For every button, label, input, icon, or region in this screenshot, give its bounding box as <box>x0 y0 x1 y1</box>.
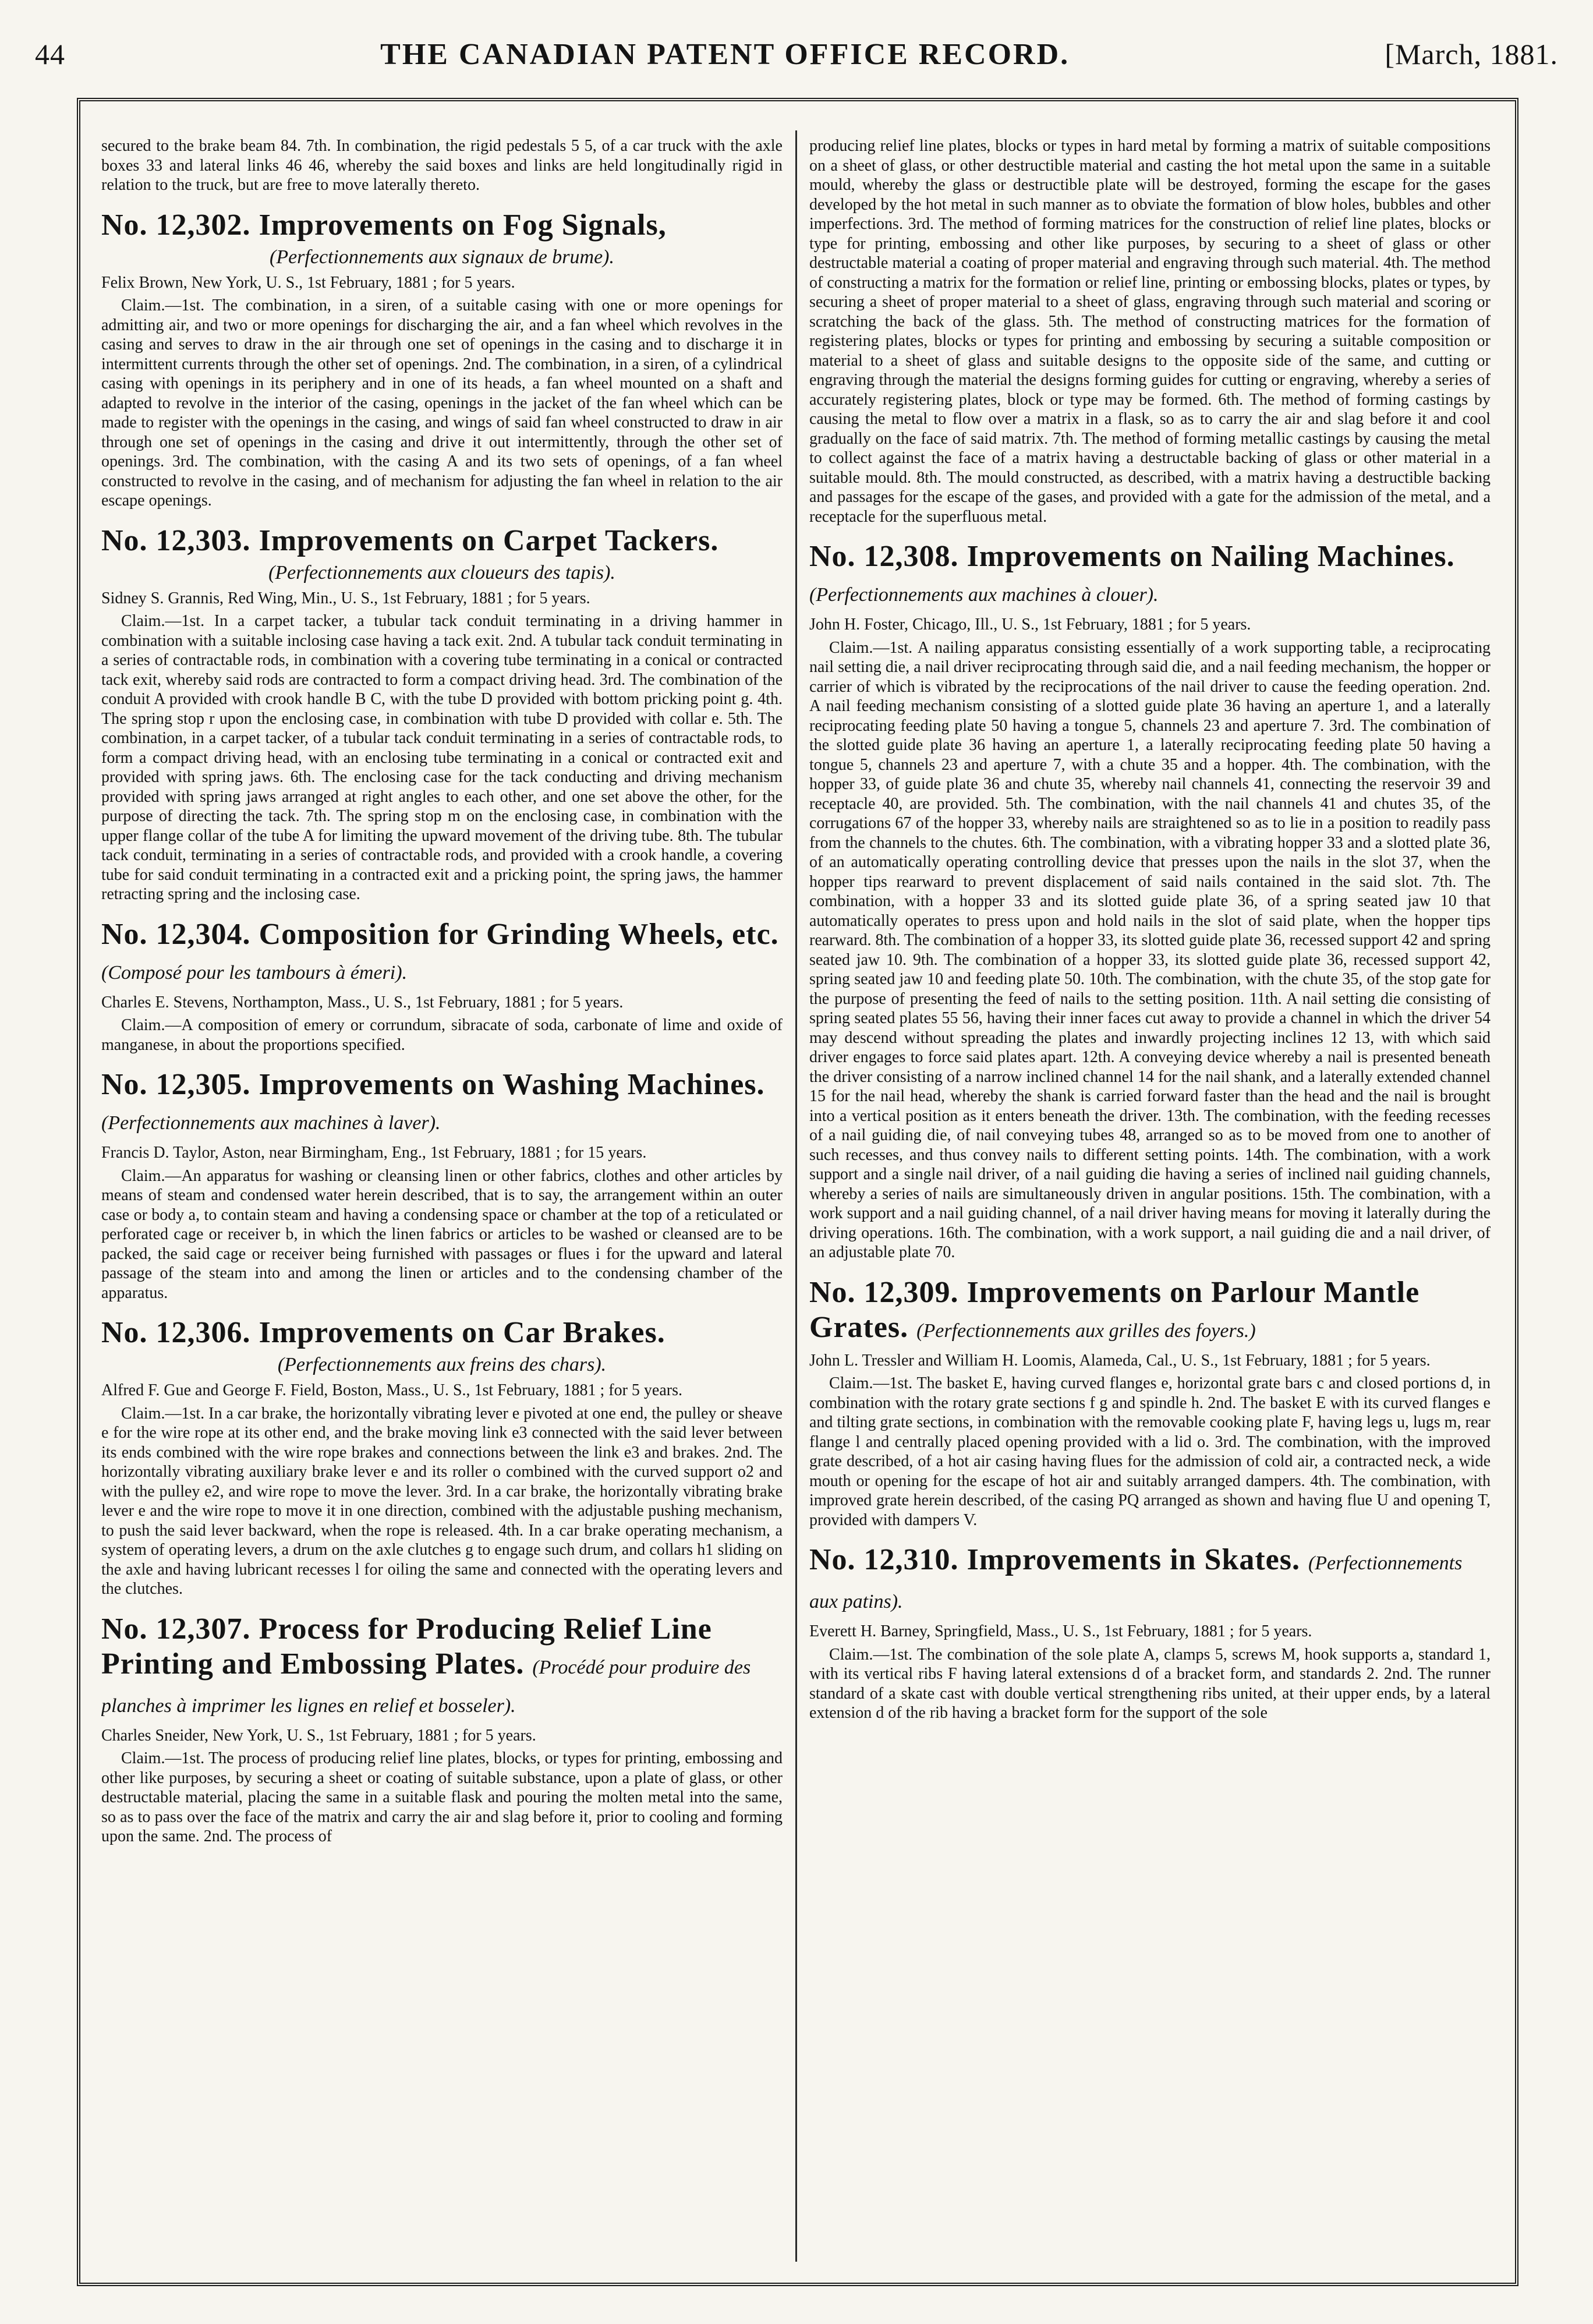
claim-text: Claim.—1st. In a carpet tacker, a tubular tack conduit terminating in a driving hammer in combination with a suitable inclosing case having a tack exit. 2nd. A tubular tack conduit terminating in a series of contractable rods, in combination with a covering tube terminating in a conical or contracted tack exit, whereby said rods are contracted to form a compact driving head. 3rd. The combination of the conduit A provided with crook handle B C, with the tube D provided with bottom pricking point g. 4th. The spring stop r upon the enclosing case, in combination with tube D provided with collar e. 5th. The combination, in a carpet tacker, of a tubular tack conduit terminating in a series of contractable rods, to form a compact driving head, with an enclosing tube terminating in a conical or contracted exit and provided with spring jaws. 6th. The enclosing case for the tack conducting and driving mechanism provided with spring jaws arranged at right angles to each other, and one set above the other, for the purpose of directing the tack. 7th. The spring stop m on the enclosing case, in combination with the upper flange collar of the tube A for limiting the upward movement of the driving tube. 8th. The tubular tack conduit, terminating in a series of contractable rods, and provided with a crook handle, a covering tube for said conduit terminating in a contracted exit and a pricking point, the spring jaws, the hammer retracting spring and the inclosing case. <box>101 612 783 903</box>
patent-heading <box>101 1067 783 1141</box>
patent-title: Improvements in Skates. <box>967 1543 1300 1576</box>
claim-text: Claim.—A composition of emery or corrundum, sibracate of soda, carbonate of lime and oxide of manganese, in about the proportions specified. <box>101 1016 783 1054</box>
inventor-line: Felix Brown, New York, U. S., 1st February, 1881 ; for 5 years. <box>101 273 515 292</box>
french-title: (Perfectionnements aux freins des chars). <box>277 1354 607 1375</box>
french-title: (Perfectionnements aux machines à laver). <box>101 1112 441 1134</box>
inventor-line: Everett H. Barney, Springfield, Mass., U. S., 1st February, 1881 ; for 5 years. <box>809 1622 1312 1640</box>
column-divider <box>795 130 797 2262</box>
french-title: (Perfectionnements aux cloueurs des tapis). <box>268 561 615 583</box>
right-column <box>809 136 1491 2256</box>
patent-number: No. 12,303. <box>101 523 251 557</box>
patent-heading <box>101 1612 783 1724</box>
inventor-line: John L. Tressler and William H. Loomis, Alameda, Cal., U. S., 1st February, 1881 ; for 5 years. <box>809 1351 1431 1370</box>
patent-entry-12306 <box>101 1315 783 1599</box>
patent-title: Improvements on Car Brakes. <box>259 1316 665 1349</box>
inventor-line: Charles Sneider, New York, U. S., 1st February, 1881 ; for 5 years. <box>101 1726 536 1745</box>
patent-title: Improvements on Washing Machines. <box>259 1068 765 1101</box>
running-head <box>35 37 1558 78</box>
continued-text: producing relief line plates, blocks or types in hard metal by forming a matrix of suitable compositions on a sheet of glass, or other destructible material and casting the hot metal upon the same in a suitable mould, whereby the glass or destructible plate will be destroyed, forming the escape for the gases developed by the hot metal in such manner as to obviate the formation of blow holes, bubbles and other imperfections. 3rd. The method of forming matrices for the construction of relief line plates, blocks or type for printing, embossing and other like purposes, by securing to a sheet of glass or other destructable material a coating of proper material and engraving through such material. 4th. The method of constructing a matrix for the formation or relief line, printing or embossing blocks, plates or types, by securing a sheet of proper material to a sheet of glass, engraving through such material and scoring or scratching the back of the glass. 5th. The method of constructing matrices for the formation of registering plates, blocks or types for printing and embossing by securing a suitable composition or material to a sheet of glass and suitable designs to the opposite side of the same, and cutting or engraving through the material the designs forming guides for cutting or engraving, whereby a series of accurately registering plates, block or type may be formed. 6th. The method of forming castings by causing the metal to flow over a matrix in a flask, so as to carry the air and slag before it and cool gradually on the face of said matrix. 7th. The method of forming metallic castings by causing the metal to collect against the face of a matrix having a destructable backing of glass or other material in a suitable mould. 8th. The mould constructed, as described, with a matrix having a destructible backing and passages for the escape of the gases, and provided with a gate for the admission of the metal, and a receptacle for the superfluous metal. <box>809 137 1491 526</box>
inventor-line: Francis D. Taylor, Aston, near Birmingham, Eng., 1st February, 1881 ; for 15 years. <box>101 1144 647 1162</box>
patent-entry-12302 <box>101 208 783 511</box>
patent-number: No. 12,307. <box>101 1612 251 1646</box>
patent-heading <box>809 1543 1491 1619</box>
claim-text: Claim.—1st. The basket E, having curved flanges e, horizontal grate bars c and closed portions d, in combination with the rotary grate sections f g and spindle h. 2nd. The basket E with its curved flanges e and tilting grate sections, in combination with the removable cooking plate F, having legs u, lugs m, rear flange l and centrally placed opening provided with a lid o. 3rd. The combination, with the improved grate described, of a hot air casing having flues for the admission of cold air, a contracted neck, a wide mouth or opening for the escape of hot air and suitably arranged dampers. 4th. The combination, with improved grate herein described, of the casing PQ arranged as shown and having flue U and opening T, provided with dampers V. <box>809 1374 1491 1529</box>
patent-entry-12307 <box>101 1612 783 1847</box>
left-column <box>101 136 783 2256</box>
claim-text: Claim.—1st. The combination of the sole plate A, clamps 5, screws M, hook supports a, standard 1, with its vertical ribs F having lateral extensions d of a bracket form, and standards 2. 2nd. The runner standard of a skate cast with double vertical strengthening ribs united, at their upper ends, by a lateral extension d of the rib having a bracket form for the support of the sole <box>809 1645 1491 1722</box>
patent-number: No. 12,309. <box>809 1275 959 1309</box>
patent-heading <box>809 539 1491 613</box>
inventor-line: Alfred F. Gue and George F. Field, Boston, Mass., U. S., 1st February, 1881 ; for 5 years. <box>101 1381 682 1399</box>
french-title: (Perfectionnements aux signaux de brume). <box>270 246 614 268</box>
issue-date: [March, 1881. <box>1385 38 1558 70</box>
patent-heading <box>101 523 783 558</box>
patent-heading <box>101 1315 783 1350</box>
patent-number: No. 12,302. <box>101 208 251 242</box>
patent-entry-12303 <box>101 523 783 904</box>
patent-title: Improvements on Carpet Tackers. <box>259 523 719 557</box>
patent-number: No. 12,305. <box>101 1068 251 1101</box>
page-frame <box>77 98 1518 2286</box>
patent-title: Composition for Grinding Wheels, etc. <box>259 917 779 951</box>
inventor-line: John H. Foster, Chicago, Ill., U. S., 1st February, 1881 ; for 5 years. <box>809 616 1251 634</box>
french-title: (Perfectionnements aux patins). <box>809 1552 1463 1612</box>
french-title: (Perfectionnements aux grilles des foyers.) <box>916 1320 1256 1342</box>
patent-number: No. 12,304. <box>101 917 251 951</box>
publication-title: THE CANADIAN PATENT OFFICE RECORD. <box>380 38 1070 71</box>
patent-entry-12308 <box>809 539 1491 1262</box>
inventor-line: Charles E. Stevens, Northampton, Mass., U. S., 1st February, 1881 ; for 5 years. <box>101 993 624 1011</box>
patent-heading <box>809 1275 1491 1349</box>
patent-number: No. 12,308. <box>809 540 959 573</box>
patent-title: Process for Producing Relief Line Printing and Embossing Plates. <box>101 1612 712 1681</box>
patent-title: Improvements on Fog Signals, <box>259 208 667 242</box>
patent-number: No. 12,306. <box>101 1316 251 1349</box>
french-title: (Composé pour les tambours à émeri). <box>101 961 408 984</box>
patent-entry-12304 <box>101 917 783 1055</box>
claim-text: Claim.—1st. In a car brake, the horizontally vibrating lever e pivoted at one end, the pulley or sheave e for the wire rope at its other end, and the brake moving link e3 connected with the said lever between its ends combined with the wire rope brakes and connections between the link e3 and brakes. 2nd. The horizontally vibrating auxiliary brake lever e and its roller o combined with the curved support o2 and with the pulley e2, and wire rope to move the lever. 3rd. In a car brake, the horizontally vibrating brake lever e and the wire rope to move it in one direction, combined with the adjustable pushing mechanism, to push the said lever backward, when the rope is released. 4th. In a car brake operating mechanism, a system of operating levers, a drum on the axle clutches g to engage such drum, and collars h1 sliding on the axle and having lubricant recesses l for oiling the same and connected with the operating levers and the clutches. <box>101 1404 783 1598</box>
continued-text: secured to the brake beam 84. 7th. In combination, the rigid pedestals 5 5, of a car truck with the axle boxes 33 and lateral links 46 46, whereby the said boxes and links are held longitudinally rigid in relation to the truck, but are free to move laterally thereto. <box>101 137 783 194</box>
patent-entry-12310 <box>809 1543 1491 1723</box>
claim-text: Claim.—1st. The combination, in a siren, of a suitable casing with one or more openings for admitting air, and two or more openings for discharging the air, and a fan wheel which revolves in the casing and serves to draw in the air through one set of openings in the casing and to discharge it in intermittent currents through the other set of openings. 2nd. The combination, in a siren, of a cylindrical casing with openings in its periphery and in one of its heads, a fan wheel mounted on a shaft and adapted to revolve in the interior of the casing, openings in the jacket of the fan wheel which can be made to register with the openings in the casing, and wings of said fan wheel constructed to draw in air through one set of openings in the casing and drive it out intermittently, through the other set of openings. 3rd. The combination, with the casing A and its two sets of openings, of a fan wheel constructed to revolve in the casing, and of mechanism for adjusting the fan wheel in relation to the air escape openings. <box>101 296 783 510</box>
patent-title: Improvements on Parlour Mantle Grates. <box>809 1275 1420 1344</box>
french-title: (Perfectionnements aux machines à clouer). <box>809 584 1159 606</box>
patent-entry-12309 <box>809 1275 1491 1530</box>
patent-heading <box>101 208 783 243</box>
patent-heading <box>101 917 783 991</box>
patent-number: No. 12,310. <box>809 1543 959 1576</box>
french-title: (Procédé pour produire des planches à imprimer les lignes en relief et bosseler). <box>101 1656 751 1717</box>
page-number: 44 <box>35 38 65 70</box>
claim-text: Claim.—1st. The process of producing relief line plates, blocks, or types for printing, embossing and other like purposes, by securing a sheet or coating of suitable substance, upon a plate of glass, or other destructable material, placing the same in a suitable flask and pouring the molten metal into the same, so as to pass over the face of the matrix and carry the air and slag before it, prior to cooling and forming upon the same. 2nd. The process of <box>101 1749 783 1845</box>
claim-text: Claim.—1st. A nailing apparatus consisting essentially of a work supporting table, a reciprocating nail setting die, a nail driver reciprocating through said die, and a nail feeding mechanism, the hopper or carrier of which is vibrated by the reciprocations of the nail driver to cause the feeding operation. 2nd. A nail feeding mechanism consisting of a slotted guide plate 36 having an aperture 1, and a laterally reciprocating feeding plate 50 having a tongue 5, channels 23 and aperture 7. 3rd. The combination of the slotted guide plate 36 having an aperture 1, a laterally reciprocating feeding plate 50 having a tongue 5, channels 23 and aperture 7, with a chute 35 and a hopper. 4th. The combination, with the hopper 33, of guide plate 36 and chute 35, whereby nail channels 41, connecting the reservoir 39 and receptacle 40, are provided. 5th. The combination, with the nail channels 41 and chutes 35, of the corrugations 67 of the hopper 33, whereby nails are straightened so as to lie in a position to readily pass from the channels to the chutes. 6th. The combination, with a vibrating hopper 33 and a slotted plate 36, of an automatically operating controlling device that presses upon the nails in the slot 37, when the hopper tips rearward to prevent displacement of said nails contained in the said slot. 7th. The combination, with a hopper 33 and its slotted guide plate 36, of a spring seated jaw 10 that automatically operates to press upon and hold nails in the slot of said plate, when the hopper tips rearward. 8th. The combination of a hopper 33, its slotted guide plate 36, recessed support 42 and spring seated jaw 10. 9th. The combination of a hopper 33, its slotted guide plate 36, recessed support 42, spring seated jaw 10 and feeding plate 50. 10th. The combination, with the chute 35, of the stop gate for the purpose of presenting the feed of nails to the setting position. 11th. A nail setting die consisting of spring seated plates 55 56, having their inner faces cut away to provide a channel in which the driver 54 may descend without spreading the plates and inwardly projecting inclines 12 13, with which said driver engages to force said plates apart. 12th. A conveying device whereby a nail is presented beneath the driver consisting of a narrow inclined channel 14 for the nail shank, and a laterally extended channel 15 for the nail head, whereby the shank is carried forward faster than the head and the nail is brought into a vertical position as it enters beneath the driver. 13th. The combination, with the feeding recesses of a nail guiding die, of nail conveying tubes 48, arranged so as to be moved from one to another of such recesses, and thus convey nails to different setting points. 14th. The combination, with a work support and a single nail driver, of a nail guiding die having a series of inclined nail guiding channels, whereby a series of nails are simultaneously driven in angular positions. 15th. The combination, with a work support and a nail guiding channel, of a nail driver having means for moving it laterally during the driving operations. 16th. The combination, with a work support, a nail guiding die and a nail driver, of an adjustable plate 70. <box>809 638 1491 1261</box>
patent-title: Improvements on Nailing Machines. <box>967 540 1455 573</box>
patent-entry-12305 <box>101 1067 783 1303</box>
inventor-line: Sidney S. Grannis, Red Wing, Min., U. S., 1st February, 1881 ; for 5 years. <box>101 589 590 607</box>
claim-text: Claim.—An apparatus for washing or cleansing linen or other fabrics, clothes and other articles by means of steam and condensed water herein described, that is to say, the arrangement within an outer case or body a, to contain steam and having a condensing space or chamber at the top of a reticulated or perforated cage or receiver b, in which the linen fabrics or articles to be washed or cleansed are to be packed, the said cage or receiver being furnished with passages or flues i for the upward and lateral passage of the steam into and among the linen or articles and to the condensing chamber of the apparatus. <box>101 1166 783 1302</box>
